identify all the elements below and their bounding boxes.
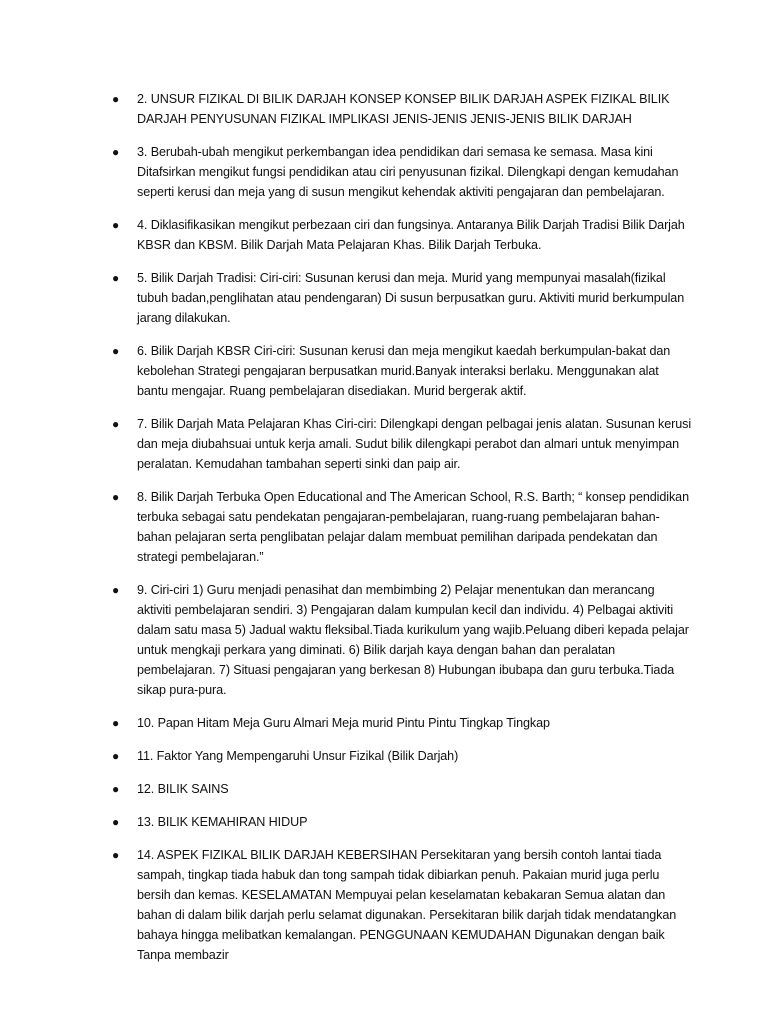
list-item-text: 3. Berubah-ubah mengikut perkembangan idea pendidikan dari semasa ke semasa. Masa kini Ditafsirkan mengikut fungsi pendidikan atau ciri penyusunan fizikal. Dilengkapi dengan kemudahan seperti kerusi dan meja yang di susun mengikut kehendak aktiviti pengajaran dan pembelajaran. <box>137 145 679 199</box>
list-item-text: 14. ASPEK FIZIKAL BILIK DARJAH KEBERSIHAN Persekitaran yang bersih contoh lantai tiada sampah, tingkap tiada habuk dan tong sampah tidak dibiarkan penuh. Pakaian murid juga perlu bersih dan kemas. KESELAMATAN Mempuyai pelan keselamatan kebakaran Semua alatan dan bahan di dalam bilik darjah perlu selamat digunakan. Persekitaran bilik darjah tidak mendatangkan bahaya hingga melibatkan kemalangan. PENGGUNAAN KEMUDAHAN Digunakan dengan baik Tanpa membazir <box>137 848 677 962</box>
bullet-icon: ● <box>112 344 120 358</box>
list-item <box>112 779 692 799</box>
list-item <box>112 215 692 255</box>
bullet-icon: ● <box>112 271 120 285</box>
list-item <box>112 713 692 733</box>
list-item-text: 4. Diklasifikasikan mengikut perbezaan ciri dan fungsinya. Antaranya Bilik Darjah Tradisi Bilik Darjah KBSR dan KBSM. Bilik Darjah Mata Pelajaran Khas. Bilik Darjah Terbuka. <box>137 218 685 252</box>
list-item <box>112 812 692 832</box>
list-item-text: 11. Faktor Yang Mempengaruhi Unsur Fizikal (Bilik Darjah) <box>137 749 459 763</box>
bullet-icon: ● <box>112 417 120 431</box>
list-item <box>112 746 692 766</box>
list-item-text: 6. Bilik Darjah KBSR Ciri-ciri: Susunan kerusi dan meja mengikut kaedah berkumpulan-bakat dan kebolehan Strategi pengajaran berpusatkan murid.Banyak interaksi berlaku. Menggunakan alat bantu mengajar. Ruang pembelajaran disediakan. Murid bergerak aktif. <box>137 344 671 398</box>
list-item <box>112 487 692 567</box>
bullet-icon: ● <box>112 490 120 504</box>
bullet-list <box>112 89 692 978</box>
bullet-icon: ● <box>112 583 120 597</box>
list-item-text: 2. UNSUR FIZIKAL DI BILIK DARJAH KONSEP KONSEP BILIK DARJAH ASPEK FIZIKAL BILIK DARJAH PENYUSUNAN FIZIKAL IMPLIKASI JENIS-JENIS JENIS-JENIS BILIK DARJAH <box>137 92 670 126</box>
list-item <box>112 341 692 401</box>
list-item-text: 8. Bilik Darjah Terbuka Open Educational and The American School, R.S. Barth; “ konsep pendidikan terbuka sebagai satu pendekatan pengajaran-pembelajaran, ruang-ruang pembelajaran bahan-bahan pelajaran serta penglibatan pelajar dalam membuat pemilihan daripada pendekatan dan strategi pembelajaran.” <box>137 490 689 564</box>
list-item-text: 7. Bilik Darjah Mata Pelajaran Khas Ciri-ciri: Dilengkapi dengan pelbagai jenis alatan. Susunan kerusi dan meja diubahsuai untuk kerja amali. Sudut bilik dilengkapi perabot dan almari untuk menyimpan peralatan. Kemudahan tambahan seperti sinki dan paip air. <box>137 417 692 471</box>
bullet-icon: ● <box>112 848 120 862</box>
bullet-icon: ● <box>112 782 120 796</box>
list-item <box>112 89 692 129</box>
bullet-icon: ● <box>112 92 120 106</box>
bullet-icon: ● <box>112 145 120 159</box>
bullet-icon: ● <box>112 749 120 763</box>
list-item-text: 5. Bilik Darjah Tradisi: Ciri-ciri: Susunan kerusi dan meja. Murid yang mempunyai masalah(fizikal tubuh badan,penglihatan atau pendengaran) Di susun berpusatkan guru. Aktiviti murid berkumpulan jarang dilakukan. <box>137 271 685 325</box>
list-item <box>112 580 692 700</box>
list-item-text: 12. BILIK SAINS <box>137 782 229 796</box>
bullet-icon: ● <box>112 815 120 829</box>
list-item <box>112 268 692 328</box>
list-item-text: 9. Ciri-ciri 1) Guru menjadi penasihat dan membimbing 2) Pelajar menentukan dan merancang aktiviti pembelajaran sendiri. 3) Pengajaran dalam kumpulan kecil dan individu. 4) Pelbagai aktiviti dalam satu masa 5) Jadual waktu fleksibal.Tiada kurikulum yang wajib.Peluang diberi kepada pelajar untuk mengkaji perkara yang diminati. 6) Bilik darjah kaya dengan bahan dan peralatan pembelajaran. 7) Situasi pengajaran yang berkesan 8) Hubungan ibubapa dan guru terbuka.Tiada sikap pura-pura. <box>137 583 689 697</box>
bullet-icon: ● <box>112 218 120 232</box>
bullet-icon: ● <box>112 716 120 730</box>
list-item <box>112 414 692 474</box>
list-item-text: 10. Papan Hitam Meja Guru Almari Meja murid Pintu Pintu Tingkap Tingkap <box>137 716 550 730</box>
list-item <box>112 142 692 202</box>
list-item-text: 13. BILIK KEMAHIRAN HIDUP <box>137 815 308 829</box>
list-item <box>112 845 692 965</box>
